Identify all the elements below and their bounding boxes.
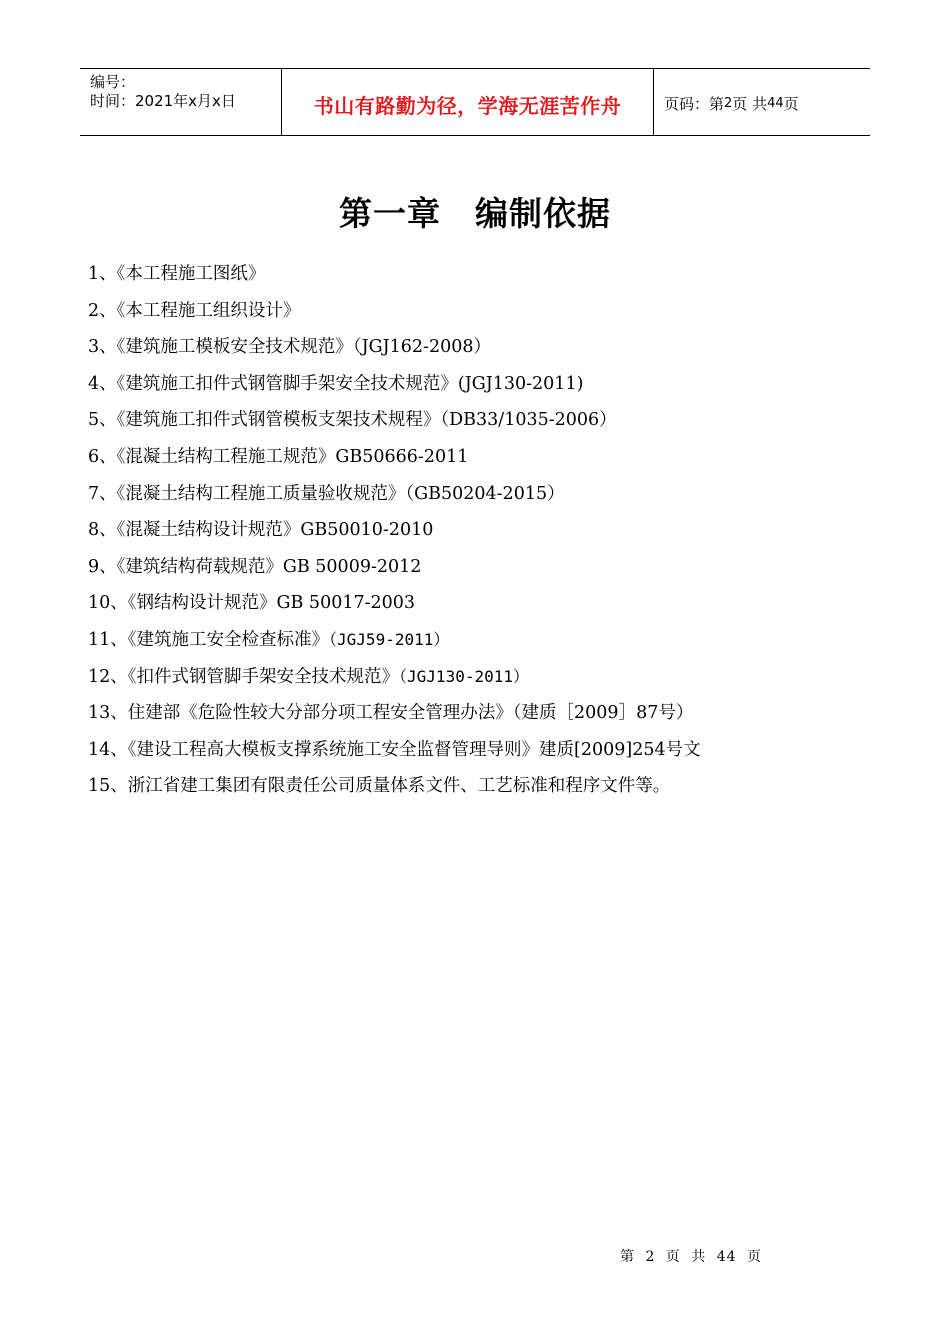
reference-item — [88, 628, 888, 665]
reference-number: 9、 — [88, 556, 117, 577]
header-meta-cell — [80, 69, 282, 135]
page-label-mid: 页 共 — [732, 94, 768, 113]
reference-text: 《钢结构设计规范》GB 50017-2003 — [127, 593, 416, 614]
reference-number: 6、 — [88, 446, 117, 467]
reference-text: 《建筑施工安全检查标准》 — [127, 629, 330, 650]
reference-text: 《混凝土结构工程施工规范》GB50666-2011 — [116, 446, 469, 467]
reference-text: 《建筑施工模板安全技术规范》（JGJ162-2008） — [116, 337, 492, 358]
reference-item — [88, 555, 888, 592]
reference-code: （JGJ59-2011） — [329, 629, 450, 649]
reference-number: 3、 — [88, 337, 117, 358]
reference-item — [88, 774, 888, 811]
reference-item — [88, 335, 888, 372]
reference-item — [88, 738, 888, 775]
reference-number: 10、 — [88, 593, 128, 614]
reference-number: 12、 — [88, 666, 128, 687]
page-label-end: 页 — [783, 94, 799, 113]
reference-text: 《本工程施工组织设计》 — [116, 300, 301, 321]
motto-text: 书山有路勤为径，学海无涯苦作舟 — [313, 93, 622, 118]
reference-item — [88, 482, 888, 519]
reference-item — [88, 408, 888, 445]
document-number-label: 编号： — [90, 73, 136, 91]
reference-text: 《混凝土结构工程施工质量验收规范》（GB50204-2015） — [116, 483, 565, 504]
reference-text: 住建部《危险性较大分部分项工程安全管理办法》（建质［2009］87号） — [127, 703, 694, 724]
page-header — [80, 68, 870, 136]
chapter-title — [0, 188, 950, 235]
reference-code: （JGJ130-2011） — [399, 666, 529, 686]
page-label-prefix: 页码：第 — [664, 94, 725, 113]
reference-number: 2、 — [88, 300, 117, 321]
reference-item — [88, 299, 888, 336]
reference-item — [88, 445, 888, 482]
reference-text: 《建筑结构荷载规范》GB 50009-2012 — [116, 556, 422, 577]
reference-number: 15、 — [88, 776, 128, 797]
page-footer: 第 2 页 共 44 页 — [620, 1249, 762, 1265]
chapter-number: 第一章 — [339, 194, 441, 233]
reference-text: 《建设工程高大模板支撑系统施工安全监督管理导则》建质[2009]254号文 — [127, 739, 701, 760]
reference-number: 14、 — [88, 739, 128, 760]
reference-item — [88, 665, 888, 702]
reference-item — [88, 262, 888, 299]
reference-text: 《混凝土结构设计规范》GB50010-2010 — [116, 520, 434, 541]
reference-text: 《扣件式钢管脚手架安全技术规范》 — [127, 666, 400, 687]
reference-list — [88, 262, 888, 811]
reference-number: 11、 — [88, 629, 128, 650]
reference-item — [88, 372, 888, 409]
page-total-number: 44 — [767, 95, 784, 111]
reference-item — [88, 591, 888, 628]
reference-number: 1、 — [88, 264, 117, 284]
header-motto-cell — [282, 69, 654, 135]
reference-number: 8、 — [88, 520, 117, 541]
reference-item — [88, 701, 888, 738]
reference-number: 5、 — [88, 410, 117, 431]
document-time-label: 时间：2021年x月x日 — [90, 92, 236, 110]
reference-text: 《本工程施工图纸》 — [116, 264, 266, 284]
reference-text: 浙江省建工集团有限责任公司质量体系文件、工艺标准和程序文件等。 — [127, 776, 671, 797]
reference-number: 13、 — [88, 703, 128, 724]
page-current-number: 2 — [724, 95, 733, 111]
chapter-heading: 编制依据 — [475, 194, 611, 233]
reference-number: 7、 — [88, 483, 117, 504]
header-page-cell — [654, 69, 870, 135]
reference-text: 《建筑施工扣件式钢管脚手架安全技术规范》(JGJ130-2011) — [116, 373, 584, 394]
reference-text: 《建筑施工扣件式钢管模板支架技术规程》（DB33/1035-2006） — [116, 410, 617, 431]
reference-number: 4、 — [88, 373, 117, 394]
reference-item — [88, 518, 888, 555]
